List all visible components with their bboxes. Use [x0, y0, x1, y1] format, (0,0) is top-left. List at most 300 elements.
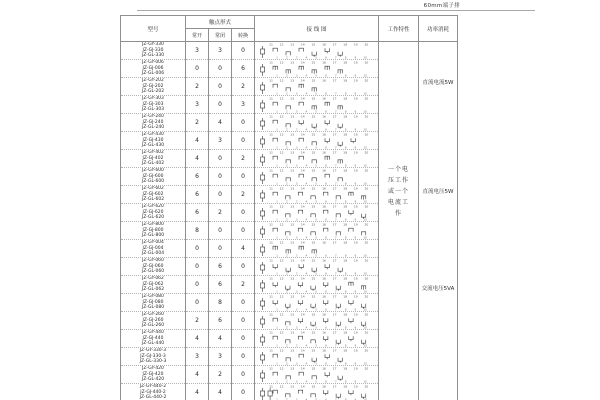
contact-symbol: [273, 336, 277, 339]
wiring-cell: [255, 132, 379, 150]
no-count-cell: 3: [186, 348, 209, 366]
contact-symbol: [273, 318, 277, 321]
terminal-number: 15: [311, 96, 316, 101]
header-contact-form: 触点形式: [186, 16, 255, 29]
terminal-number: 14: [300, 78, 305, 83]
contact-symbol: [324, 228, 328, 231]
terminal-number: 3: [295, 271, 298, 275]
terminal-number: 4: [305, 253, 308, 257]
terminal-number: 5: [315, 145, 318, 149]
model-cell: [121, 348, 186, 366]
terminal-number: 8: [344, 127, 347, 131]
coil-symbol: [261, 82, 265, 94]
model-label: JZ-GY-430: [142, 132, 164, 138]
terminal-number: 12: [279, 42, 284, 47]
terminal-number: 8: [344, 325, 347, 329]
terminal-number: 6: [325, 235, 327, 239]
nc-count-cell: 6: [209, 312, 232, 330]
contact-symbol: [299, 66, 303, 70]
terminal-number: 3: [295, 289, 298, 293]
terminal-number: 17: [332, 294, 337, 299]
terminal-number: 9: [354, 163, 357, 167]
terminal-number: 6: [325, 379, 327, 383]
terminal-number: 13: [290, 294, 295, 299]
terminal-number: 16: [322, 132, 326, 137]
terminal-number: 15: [311, 60, 316, 65]
no-count-cell: 6: [186, 186, 209, 204]
terminal-number: 16: [322, 312, 326, 317]
terminal-number: 6: [325, 109, 327, 113]
terminal-number: 11: [269, 132, 273, 137]
contact-symbol: [273, 264, 277, 269]
terminal-number: 19: [353, 60, 358, 65]
terminal-number: 15: [311, 294, 316, 299]
terminal-number: 19: [353, 150, 358, 155]
terminal-number: 4: [305, 361, 308, 365]
contact-symbol: [338, 70, 342, 74]
terminal-number: 12: [279, 240, 284, 245]
contact-symbol: [338, 160, 342, 164]
terminal-number: 18: [343, 60, 348, 65]
coil-symbol: [261, 118, 265, 130]
terminal-number: 4: [305, 217, 308, 221]
contact-symbol: [298, 210, 302, 213]
wiring-diagram: [256, 78, 378, 95]
contact-symbol: [298, 282, 302, 287]
contact-symbol: [299, 354, 303, 357]
contact-symbol: [338, 52, 342, 57]
terminal-number: 6: [325, 397, 327, 400]
terminal-number: 1: [276, 73, 278, 77]
terminal-number: 6: [325, 127, 327, 131]
model-label: JZ-GY-330-3: [139, 348, 167, 354]
contact-symbol: [298, 390, 302, 393]
working-text: 一个电压工作或一个电流工作: [387, 166, 409, 217]
terminal-number: 5: [315, 361, 318, 365]
contact-symbol: [273, 156, 277, 159]
contact-symbol: [338, 268, 342, 273]
model-cell: [121, 258, 186, 276]
model-label: JZ-GY-402: [142, 150, 164, 156]
coil-symbol: [261, 370, 265, 382]
terminal-number: 16: [322, 348, 326, 353]
terminal-number: 17: [332, 384, 337, 389]
terminal-number: 20: [364, 204, 369, 209]
model-label: JZ-GL-420: [141, 377, 165, 383]
contact-symbol: [336, 196, 340, 199]
terminal-number: 1: [276, 91, 278, 95]
terminal-number: 11: [269, 366, 273, 371]
contact-symbol: [325, 354, 329, 359]
model-label: JZ-GJ-006: [142, 65, 164, 71]
nc-count-cell: 4: [209, 330, 232, 348]
power-cell: [419, 42, 458, 400]
contact-symbol: [325, 120, 329, 125]
terminal-number: 10: [363, 181, 367, 185]
nc-count-cell: 0: [209, 96, 232, 114]
terminal-number: 7: [334, 361, 337, 365]
terminal-number: 8: [344, 145, 347, 149]
terminal-number: 3: [295, 145, 298, 149]
model-label: JZ-GJ-420: [142, 371, 164, 377]
co-count-cell: 0: [232, 204, 255, 222]
contact-symbol: [324, 282, 328, 287]
nc-count-cell: 8: [209, 294, 232, 312]
contact-symbol: [338, 106, 342, 110]
terminal-number: 20: [364, 276, 369, 281]
contact-symbol: [336, 232, 340, 235]
terminal-number: 14: [300, 60, 305, 65]
terminal-number: 20: [364, 366, 369, 371]
terminal-number: 19: [353, 222, 358, 227]
terminal-number: 16: [322, 366, 326, 371]
terminal-number: 12: [279, 384, 284, 389]
terminal-number: 11: [269, 348, 273, 353]
coil-symbol: [261, 262, 265, 274]
contact-symbol: [351, 138, 355, 143]
terminal-number: 2: [285, 343, 288, 347]
terminal-number: 8: [344, 271, 347, 275]
terminal-number: 5: [315, 271, 318, 275]
terminal-number: 1: [276, 307, 278, 311]
terminal-number: 7: [334, 217, 337, 221]
contact-symbol: [349, 336, 353, 341]
terminal-number: 3: [295, 163, 298, 167]
model-cell: [121, 384, 186, 400]
terminal-number: 5: [315, 397, 318, 400]
terminal-number: 5: [315, 289, 318, 293]
model-label: JZ-GL-330: [141, 53, 165, 59]
terminal-number: 10: [363, 325, 367, 329]
terminal-number: 19: [353, 240, 358, 245]
terminal-number: 9: [354, 127, 357, 131]
terminal-number: 10: [363, 289, 367, 293]
wiring-diagram: [256, 384, 378, 400]
terminal-number: 19: [353, 384, 358, 389]
model-cell: [121, 132, 186, 150]
terminal-number: 1: [276, 217, 278, 221]
terminal-number: 13: [290, 42, 295, 47]
terminal-number: 9: [354, 73, 357, 77]
terminal-number: 18: [343, 42, 348, 47]
nc-count-cell: 6: [209, 276, 232, 294]
terminal-number: 12: [279, 96, 284, 101]
contact-symbol: [324, 390, 328, 395]
terminal-number: 13: [290, 78, 295, 83]
model-label: JZ-GL-800: [141, 233, 165, 239]
terminal-number: 7: [334, 253, 337, 257]
terminal-number: 1: [276, 181, 278, 185]
contact-symbol: [325, 264, 329, 269]
terminal-number: 2: [285, 271, 288, 275]
terminal-number: 18: [343, 312, 348, 317]
terminal-number: 1: [276, 199, 278, 203]
terminal-number: 1: [276, 343, 278, 347]
terminal-number: 3: [295, 91, 298, 95]
terminal-number: 19: [353, 132, 358, 137]
terminal-number: 4: [305, 397, 308, 400]
model-label: JZ-GJ-430: [142, 137, 164, 143]
terminal-number: 20: [364, 60, 369, 65]
terminal-number: 13: [290, 348, 295, 353]
terminal-number: 7: [334, 109, 337, 113]
terminal-number: 7: [334, 127, 337, 131]
terminal-number: 20: [364, 384, 369, 389]
co-count-cell: 2: [232, 150, 255, 168]
terminal-number: 9: [354, 361, 357, 365]
model-label: JZ-GY-800: [142, 222, 164, 228]
contact-symbol: [349, 228, 353, 231]
wiring-diagram: [256, 114, 378, 131]
model-label: JZ-GJ-440: [142, 335, 164, 341]
model-cell: [121, 204, 186, 222]
terminal-number: 4: [305, 163, 308, 167]
contact-symbol: [273, 48, 277, 51]
terminal-number: 17: [332, 114, 337, 119]
terminal-number: 2: [285, 379, 288, 383]
model-label: JZ-GY-600: [142, 168, 164, 174]
terminal-number: 4: [305, 181, 308, 185]
contact-symbol: [299, 84, 303, 88]
model-label: JZ-GL-240: [141, 125, 165, 131]
wiring-diagram: [256, 168, 378, 185]
terminal-number: 12: [279, 186, 284, 191]
model-cell: [121, 276, 186, 294]
terminal-number: 5: [315, 325, 318, 329]
terminal-number: 19: [353, 168, 358, 173]
terminal-number: 3: [295, 379, 298, 383]
terminal-number: 20: [364, 186, 369, 191]
contact-symbol: [273, 372, 277, 375]
wiring-diagram: [256, 42, 378, 59]
power-label: 直流电流5W: [422, 80, 454, 86]
terminal-number: 11: [269, 330, 273, 335]
terminal-number: 4: [305, 109, 308, 113]
terminal-number: 9: [354, 253, 357, 257]
co-count-cell: 0: [232, 348, 255, 366]
wiring-cell: [255, 294, 379, 312]
contact-symbol: [299, 120, 303, 125]
contact-symbol: [273, 300, 277, 305]
contact-symbol: [273, 102, 277, 105]
contact-symbol: [336, 394, 340, 399]
wiring-diagram: [256, 312, 378, 329]
terminal-number: 12: [279, 60, 284, 65]
terminal-number: 12: [279, 132, 284, 137]
header-model: 型号: [121, 16, 186, 42]
no-count-cell: 2: [186, 78, 209, 96]
model-label: JZ-GJ-080: [142, 299, 164, 305]
coil-symbol: [261, 208, 265, 220]
no-count-cell: 8: [186, 222, 209, 240]
terminal-number: 17: [332, 132, 337, 137]
terminal-number: 9: [354, 379, 357, 383]
terminal-number: 17: [332, 330, 337, 335]
nc-count-cell: 4: [209, 384, 232, 400]
terminal-number: 10: [363, 361, 367, 365]
terminal-number: 8: [344, 199, 347, 203]
terminal-number: 3: [295, 55, 298, 59]
coil-symbol: [261, 334, 265, 346]
wiring-cell: [255, 312, 379, 330]
terminal-number: 2: [285, 235, 288, 239]
wiring-cell: [255, 96, 379, 114]
terminal-number: 7: [334, 271, 337, 275]
terminal-number: 16: [322, 204, 326, 209]
terminal-number: 5: [315, 163, 318, 167]
model-cell: [121, 42, 186, 60]
co-count-cell: 0: [232, 222, 255, 240]
contact-symbol: [273, 84, 277, 87]
wiring-cell: [255, 42, 379, 60]
terminal-number: 17: [332, 60, 337, 65]
model-label: JZ-GJ-202: [142, 83, 164, 89]
terminal-number: 9: [354, 199, 357, 203]
model-label: JZ-GJ-260: [142, 317, 164, 323]
terminal-number: 5: [315, 127, 318, 131]
terminal-number: 6: [325, 181, 327, 185]
terminal-number: 2: [285, 217, 288, 221]
terminal-number: 15: [311, 384, 316, 389]
terminal-number: 1: [276, 325, 278, 329]
model-label: JZ-GJ-240: [142, 119, 164, 125]
no-count-cell: 4: [186, 132, 209, 150]
terminal-number: 6: [325, 91, 327, 95]
co-count-cell: 0: [232, 132, 255, 150]
terminal-number: 16: [322, 150, 326, 155]
header-nc: 常闭: [209, 29, 232, 42]
wiring-diagram: [256, 276, 378, 293]
terminal-number: 6: [325, 271, 327, 275]
terminal-number: 15: [311, 330, 316, 335]
terminal-number: 1: [276, 379, 278, 383]
contact-symbol: [273, 120, 277, 123]
terminal-number: 5: [315, 343, 318, 347]
coil-symbol: [261, 46, 265, 58]
model-label: JZ-GJ-440-2: [140, 389, 166, 395]
terminal-number: 1: [276, 361, 278, 365]
terminal-number: 4: [305, 307, 308, 311]
co-count-cell: 3: [232, 96, 255, 114]
terminal-number: 8: [344, 217, 347, 221]
terminal-number: 6: [325, 307, 327, 311]
terminal-number: 9: [354, 397, 357, 400]
no-count-cell: 4: [186, 384, 209, 400]
terminal-number: 5: [315, 307, 318, 311]
terminal-number: 13: [290, 204, 295, 209]
terminal-number: 8: [344, 343, 347, 347]
terminal-number: 5: [315, 55, 318, 59]
model-label: JZ-GY-602: [142, 186, 164, 192]
contact-symbol: [325, 138, 329, 143]
contact-symbol: [298, 318, 302, 323]
coil-symbol: [261, 316, 265, 328]
model-cell: [121, 312, 186, 330]
terminal-number: 14: [300, 42, 305, 47]
terminal-number: 7: [334, 55, 337, 59]
contact-symbol: [338, 178, 342, 181]
terminal-number: 15: [311, 168, 316, 173]
terminal-number: 12: [279, 222, 284, 227]
terminal-number: 17: [332, 258, 337, 263]
terminal-number: 19: [353, 366, 358, 371]
terminal-number: 1: [276, 163, 278, 167]
contact-symbol: [299, 138, 303, 141]
terminal-number: 16: [322, 42, 326, 47]
terminal-number: 5: [315, 253, 318, 257]
terminal-number: 3: [295, 73, 298, 77]
terminal-number: 13: [290, 384, 295, 389]
terminal-number: 15: [311, 258, 316, 263]
model-label: JZ-GY-440-2: [139, 384, 167, 390]
terminal-number: 17: [332, 204, 337, 209]
contact-symbol: [298, 300, 302, 305]
terminal-number: 15: [311, 78, 316, 83]
terminal-number: 10: [363, 253, 367, 257]
terminal-number: 19: [353, 114, 358, 119]
terminal-number: 15: [311, 366, 316, 371]
terminal-number: 15: [311, 204, 316, 209]
nc-count-cell: 0: [209, 60, 232, 78]
contact-symbol: [273, 210, 277, 213]
terminal-number: 8: [344, 361, 347, 365]
contact-symbol: [324, 300, 328, 305]
terminal-number: 14: [300, 204, 305, 209]
terminal-number: 12: [279, 348, 284, 353]
terminal-number: 16: [322, 114, 326, 119]
model-label: JZ-GY-260: [142, 312, 164, 318]
model-label: JZ-GJ-602: [142, 191, 164, 197]
terminal-number: 19: [353, 348, 358, 353]
terminal-number: 15: [311, 276, 316, 281]
terminal-number: 15: [311, 240, 316, 245]
co-count-cell: 2: [232, 276, 255, 294]
terminal-number: 10: [363, 55, 367, 59]
terminal-number: 3: [295, 361, 298, 365]
terminal-number: 10: [363, 163, 367, 167]
co-count-cell: 4: [232, 240, 255, 258]
model-label: JZ-GL-062: [141, 287, 165, 293]
contact-symbol: [324, 192, 328, 195]
terminal-number: 13: [290, 222, 295, 227]
terminal-number: 4: [305, 91, 308, 95]
co-count-cell: 0: [232, 312, 255, 330]
no-count-cell: 4: [186, 150, 209, 168]
terminal-number: 12: [279, 114, 284, 119]
terminal-number: 11: [269, 60, 273, 65]
coil-symbol: [268, 388, 272, 400]
contact-symbol: [298, 336, 302, 339]
model-cell: [121, 330, 186, 348]
terminal-number: 9: [354, 55, 357, 59]
terminal-number: 20: [364, 78, 369, 83]
terminal-number: 6: [325, 361, 327, 365]
model-label: JZ-GJ-402: [142, 155, 164, 161]
terminal-number: 5: [315, 73, 318, 77]
terminal-number: 10: [363, 199, 367, 203]
terminal-number: 17: [332, 312, 337, 317]
terminal-number: 19: [353, 294, 358, 299]
terminal-number: 2: [285, 325, 288, 329]
terminal-number: 13: [290, 132, 295, 137]
terminal-number: 10: [363, 271, 367, 275]
wiring-diagram: [256, 60, 378, 77]
contact-symbol: [338, 358, 342, 363]
terminal-number: 13: [290, 168, 295, 173]
terminal-number: 11: [269, 186, 273, 191]
terminal-number: 17: [332, 78, 337, 83]
model-label: JZ-GJ-800: [142, 227, 164, 233]
